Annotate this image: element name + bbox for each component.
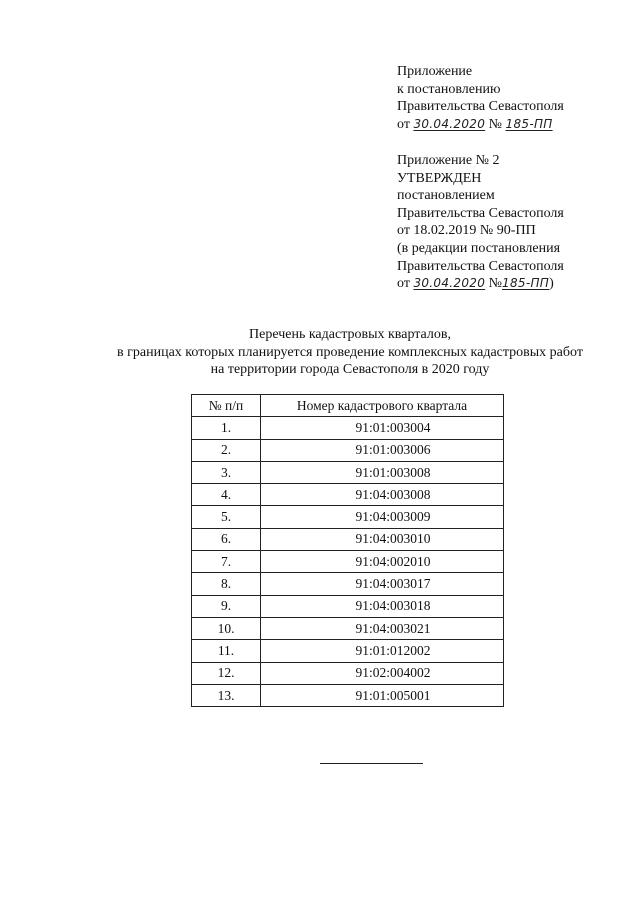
row-cadastral-code: 91:04:003021 xyxy=(261,617,504,639)
row-cadastral-code: 91:04:003017 xyxy=(261,573,504,595)
title-line-2: в границах которых планируется проведение комплексных кадастровых работ xyxy=(117,344,583,360)
handwritten-date: 30.04.2020 xyxy=(413,116,486,131)
row-number: 7. xyxy=(192,551,261,573)
row-number: 6. xyxy=(192,528,261,550)
table-row xyxy=(192,595,504,617)
header-number: № п/п xyxy=(192,395,261,417)
approval-number-prefix: № xyxy=(488,276,503,292)
table-header-row xyxy=(192,395,504,417)
table-row xyxy=(192,573,504,595)
row-number: 8. xyxy=(192,573,261,595)
row-number: 13. xyxy=(192,684,261,706)
row-cadastral-code: 91:02:004002 xyxy=(261,662,504,684)
table-row xyxy=(192,528,504,550)
closing-divider xyxy=(320,763,423,764)
row-cadastral-code: 91:01:012002 xyxy=(261,640,504,662)
row-number: 1. xyxy=(192,417,261,439)
row-number: 5. xyxy=(192,506,261,528)
approval-header xyxy=(397,152,564,293)
approval-handwritten-number: 185-ПП xyxy=(502,276,550,291)
approval-approved: УТВЕРЖДЕН xyxy=(397,170,482,186)
appendix-label: Приложение xyxy=(397,64,473,79)
header-cadastral-number: Номер кадастрового квартала xyxy=(261,395,504,417)
table-row xyxy=(192,417,504,439)
cadastral-table xyxy=(191,394,504,707)
table-row xyxy=(192,684,504,706)
title-line-1: Перечень кадастровых кварталов, xyxy=(249,327,451,342)
table-row xyxy=(192,662,504,684)
table-row xyxy=(192,506,504,528)
row-cadastral-code: 91:01:003008 xyxy=(261,461,504,483)
row-number: 9. xyxy=(192,595,261,617)
appendix-ref: к постановлению xyxy=(397,81,501,97)
row-number: 11. xyxy=(192,640,261,662)
appendix-header xyxy=(397,63,564,133)
number-prefix: № xyxy=(488,116,503,132)
row-cadastral-code: 91:04:002010 xyxy=(261,551,504,573)
row-cadastral-code: 91:04:003009 xyxy=(261,506,504,528)
table-row xyxy=(192,617,504,639)
document-title xyxy=(90,326,610,379)
approval-handwritten-date: 30.04.2020 xyxy=(413,276,486,291)
approval-appendix-label: Приложение № 2 xyxy=(397,153,500,168)
approval-date-line xyxy=(397,275,564,293)
approval-edition: (в редакции постановления xyxy=(397,240,561,256)
row-cadastral-code: 91:01:005001 xyxy=(261,684,504,706)
approval-date-prefix: от xyxy=(397,276,410,292)
approval-close-paren: ) xyxy=(549,276,554,292)
row-cadastral-code: 91:01:003006 xyxy=(261,439,504,461)
table-row xyxy=(192,484,504,506)
row-cadastral-code: 91:01:003004 xyxy=(261,417,504,439)
title-line-3: на территории города Севастополя в 2020 году xyxy=(210,362,490,377)
table-row xyxy=(192,551,504,573)
row-number: 4. xyxy=(192,484,261,506)
date-prefix: от xyxy=(397,116,410,132)
approval-by: постановлением xyxy=(397,188,495,204)
table-row xyxy=(192,640,504,662)
row-cadastral-code: 91:04:003008 xyxy=(261,484,504,506)
handwritten-number: 185-ПП xyxy=(505,116,553,131)
appendix-authority: Правительства Севастополя xyxy=(397,99,564,115)
table-row xyxy=(192,439,504,461)
row-cadastral-code: 91:04:003018 xyxy=(261,595,504,617)
row-number: 12. xyxy=(192,662,261,684)
row-number: 3. xyxy=(192,461,261,483)
row-number: 2. xyxy=(192,439,261,461)
row-number: 10. xyxy=(192,617,261,639)
approval-edition-authority: Правительства Севастополя xyxy=(397,258,564,274)
table-row xyxy=(192,461,504,483)
approval-authority: Правительства Севастополя xyxy=(397,205,564,221)
row-cadastral-code: 91:04:003010 xyxy=(261,528,504,550)
approval-original-ref: от 18.02.2019 № 90-ПП xyxy=(397,223,536,239)
appendix-date-line xyxy=(397,116,564,134)
